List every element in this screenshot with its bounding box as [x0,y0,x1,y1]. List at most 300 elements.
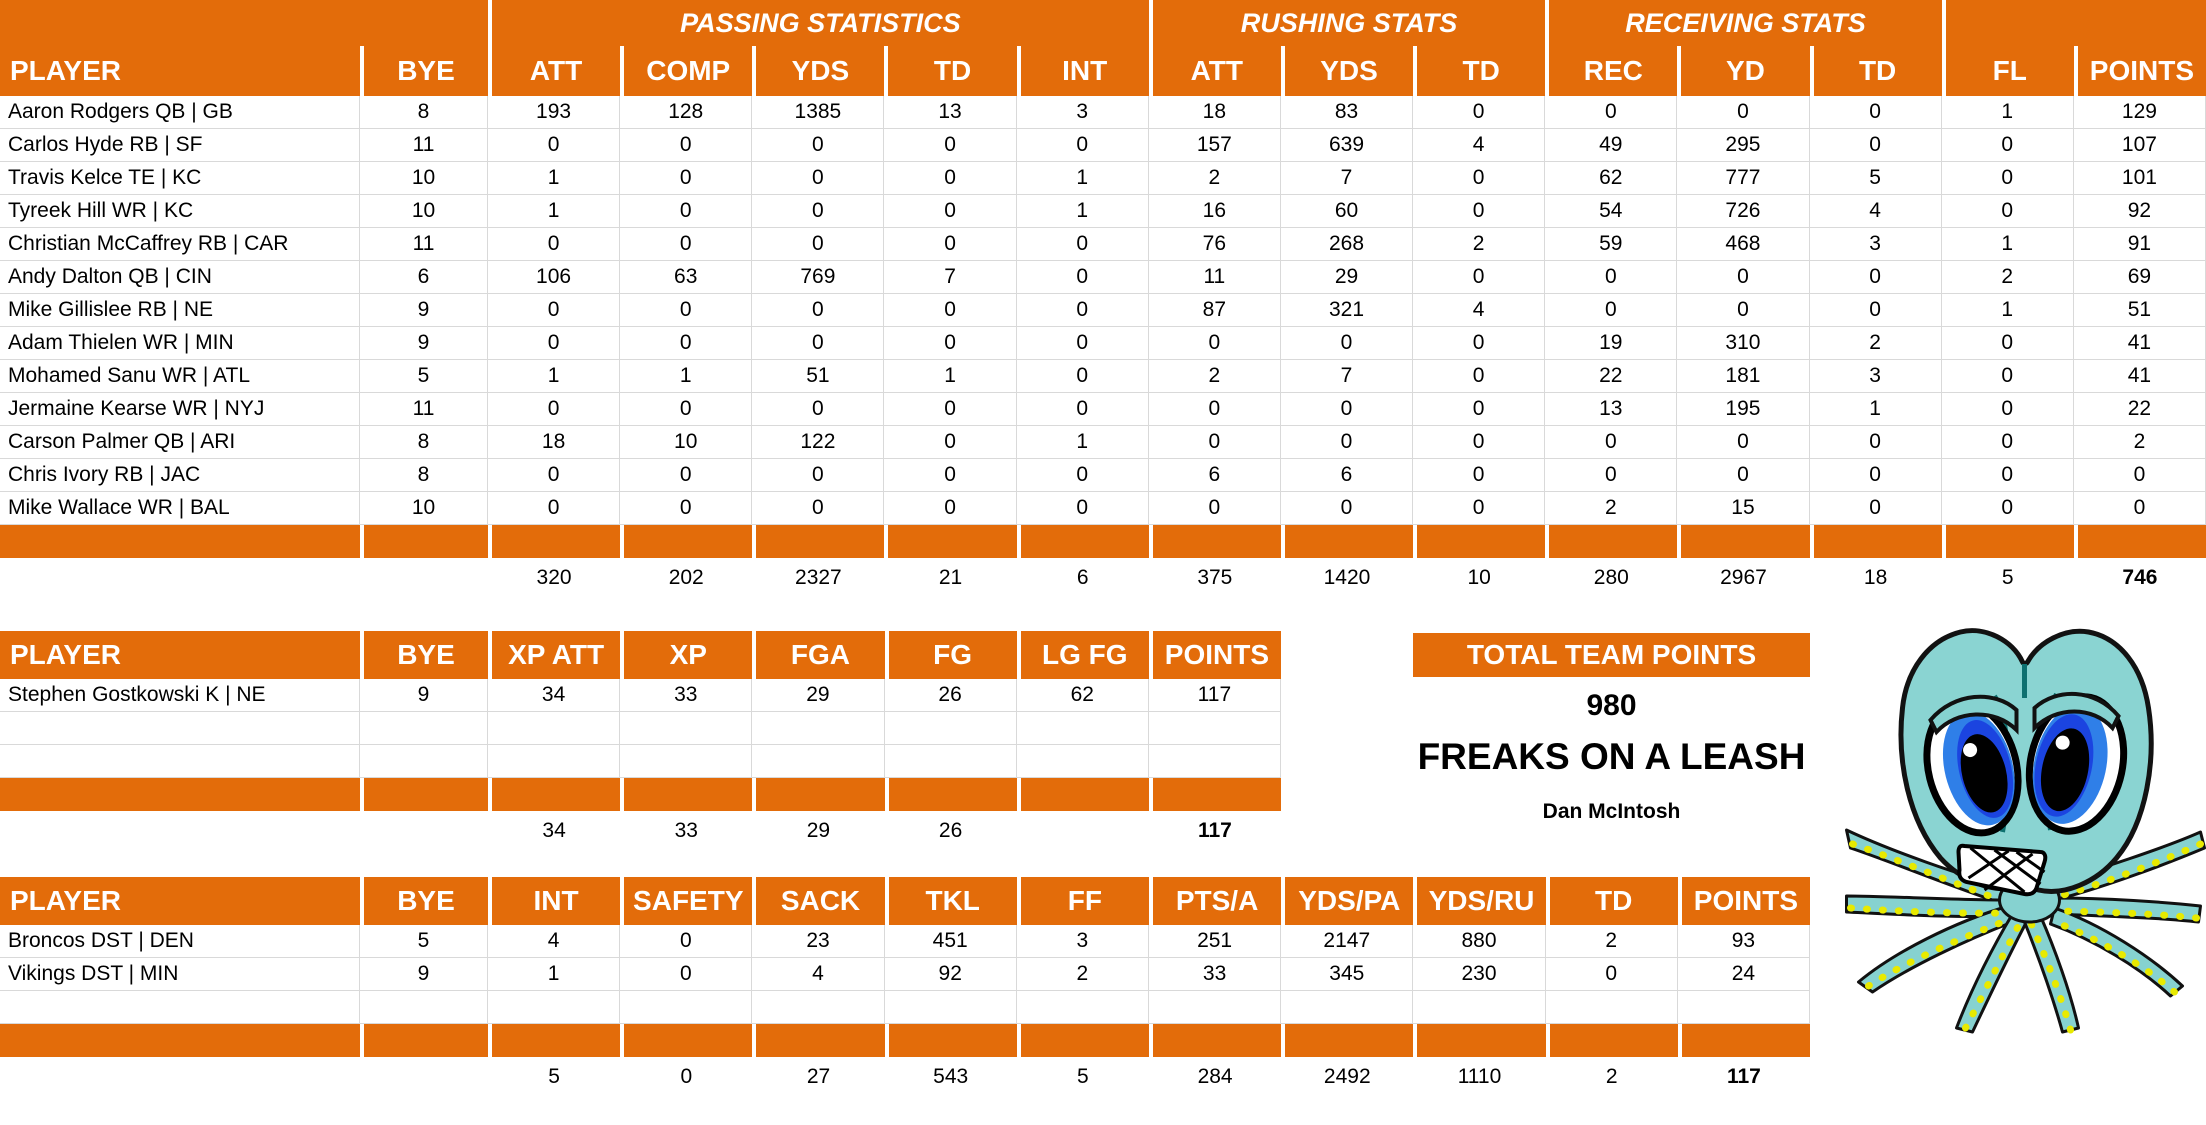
totals-cell: 1110 [1457,1065,1502,1088]
totals-cell: 5 [1077,1065,1089,1088]
table-cell: 0 [1149,426,1281,459]
table-cell: 0 [1017,228,1149,261]
table-cell: 0 [1017,327,1149,360]
table-row [0,228,2206,261]
table-cell: 0 [752,327,884,360]
table-row [0,393,2206,426]
table-cell: 0 [884,195,1016,228]
table-row [0,459,2206,492]
table-cell: 726 [1677,195,1809,228]
table-row [0,360,2206,393]
filler-cell [1149,778,1281,811]
totals-cell [360,811,488,849]
table-cell: 19 [1545,327,1677,360]
table-cell: 0 [1413,492,1545,525]
column-header-cell: LG FG [1017,631,1149,679]
table-row [0,294,2206,327]
filler-cell [752,1024,884,1057]
table-cell: Tyreek Hill WR | KC [0,195,360,228]
table-cell [1149,745,1281,778]
column-header-cell: BYE [360,631,488,679]
totals-row [0,1057,1810,1095]
table-cell: 1 [1017,426,1149,459]
table-cell: 295 [1677,129,1809,162]
table-cell: 0 [752,294,884,327]
table-cell: 0 [1942,393,2074,426]
table-cell [620,712,752,745]
table-cell: 0 [884,393,1016,426]
column-header-cell: POINTS [1678,877,1810,925]
table-cell: 0 [1810,426,1942,459]
table-cell [1017,991,1149,1024]
table-cell: 9 [360,294,488,327]
table-cell: 3 [1810,228,1942,261]
table-cell [0,712,360,745]
filler-cell [1149,525,1281,558]
table-cell: 1 [1942,294,2074,327]
totals-cell: 375 [1197,566,1233,589]
table-cell: 8 [360,426,488,459]
totals-cell: 746 [2122,566,2158,589]
filler-cell [884,525,1016,558]
filler-cell [1413,525,1545,558]
totals-cell: 1420 [1323,566,1371,589]
table-cell: 0 [1810,96,1942,129]
table-cell: 24 [1678,958,1810,991]
table-cell: 268 [1281,228,1413,261]
column-header-cell: FF [1017,877,1149,925]
table-cell: 0 [1942,327,2074,360]
table-cell: 0 [884,492,1016,525]
table-cell: Travis Kelce TE | KC [0,162,360,195]
table-cell: Adam Thielen WR | MIN [0,327,360,360]
table-cell: 2147 [1281,925,1413,958]
table-cell: 0 [1281,393,1413,426]
filler-row [0,778,1281,811]
table-cell: 93 [1678,925,1810,958]
column-header-cell: ATT [1149,46,1281,96]
column-header-cell: TD [1810,46,1942,96]
table-cell: 11 [360,393,488,426]
totals-cell: 117 [1726,1065,1761,1088]
table-cell: 0 [488,327,620,360]
filler-cell [2074,525,2206,558]
table-cell: 76 [1149,228,1281,261]
table-cell [885,712,1017,745]
table-cell: 2 [1413,228,1545,261]
table-cell: 0 [1942,492,2074,525]
column-header-cell: TD [1413,46,1545,96]
table-cell [488,991,620,1024]
table-cell: 51 [2074,294,2206,327]
table-cell: 0 [620,129,752,162]
table-cell: 0 [1545,294,1677,327]
table-cell: 15 [1677,492,1809,525]
table-cell: 0 [1413,327,1545,360]
table-cell: Chris Ivory RB | JAC [0,459,360,492]
table-cell: 0 [752,162,884,195]
table-cell: 4 [1413,129,1545,162]
group-header-cell [0,0,488,46]
table-cell: 10 [360,162,488,195]
table-cell: 0 [884,426,1016,459]
totals-cell: 284 [1197,1065,1233,1088]
table-cell: 5 [360,925,488,958]
table-cell: 0 [620,925,752,958]
table-cell: 92 [885,958,1017,991]
table-cell: 122 [752,426,884,459]
column-header-cell: YDS [752,46,884,96]
filler-cell [752,525,884,558]
table-row [0,745,1281,778]
table-cell: 0 [1942,426,2074,459]
filler-cell [1017,778,1149,811]
table-cell: 29 [752,679,884,712]
table-cell: 0 [1677,426,1809,459]
filler-cell [885,778,1017,811]
table-row [0,129,2206,162]
totals-cell: 10 [1467,566,1491,589]
table-cell: 5 [1810,162,1942,195]
table-cell [1149,991,1281,1024]
totals-cell: 0 [680,1065,693,1088]
table-cell: 0 [1281,327,1413,360]
table-cell: 0 [1413,459,1545,492]
table-cell: 33 [1149,958,1281,991]
column-header-cell: BYE [360,877,488,925]
filler-cell [360,1024,488,1057]
filler-cell [1677,525,1809,558]
column-header-row [0,46,2206,96]
table-cell: 0 [1942,459,2074,492]
column-header-cell: BYE [360,46,488,96]
totals-cell: 202 [668,566,704,589]
table-cell: 10 [360,195,488,228]
table-cell: 880 [1413,925,1545,958]
column-header-cell: PLAYER [0,877,360,925]
table-cell: 451 [885,925,1017,958]
table-cell: 22 [1545,360,1677,393]
table-cell [1017,745,1149,778]
table-cell: 87 [1149,294,1281,327]
table-cell: 195 [1677,393,1809,426]
table-cell: 1 [1017,195,1149,228]
table-cell: 16 [1149,195,1281,228]
table-cell: 54 [1545,195,1677,228]
table-cell [488,745,620,778]
table-cell: 769 [752,261,884,294]
table-cell [1281,991,1413,1024]
totals-cell: 280 [1593,566,1629,589]
filler-cell [1149,1024,1281,1057]
table-cell: 69 [2074,261,2206,294]
table-cell: 0 [1942,129,2074,162]
table-cell: 34 [488,679,620,712]
octopus-mascot-image [1843,600,2206,1040]
table-cell [885,991,1017,1024]
table-cell [360,712,488,745]
group-header-cell: RECEIVING STATS [1545,0,1941,46]
table-cell: 0 [1017,360,1149,393]
table-cell: 91 [2074,228,2206,261]
table-cell: 0 [1942,360,2074,393]
table-cell: 0 [1017,129,1149,162]
filler-cell [360,778,488,811]
table-cell: 7 [1281,360,1413,393]
totals-cell: 21 [938,566,963,589]
filler-cell [1810,525,1942,558]
table-cell: 1 [488,958,620,991]
totals-cell: 5 [548,1065,560,1088]
table-cell [752,745,884,778]
column-header-cell: YD [1677,46,1809,96]
table-cell: 0 [1545,261,1677,294]
table-cell: 1 [488,162,620,195]
table-cell: Broncos DST | DEN [0,925,360,958]
table-cell: 92 [2074,195,2206,228]
table-cell: 0 [1413,261,1545,294]
column-header-cell: YDS/RU [1413,877,1545,925]
table-cell: 0 [884,294,1016,327]
table-cell: 63 [620,261,752,294]
totals-cell [0,1057,360,1095]
table-cell: 0 [488,459,620,492]
table-cell: 107 [2074,129,2206,162]
column-header-cell: REC [1545,46,1677,96]
table-cell: 0 [620,459,752,492]
table-cell: 0 [1017,459,1149,492]
table-row [0,679,1281,712]
table-cell: 51 [752,360,884,393]
column-header-cell: TD [884,46,1016,96]
table-cell: 0 [2074,459,2206,492]
table-cell: 8 [360,96,488,129]
table-row [0,426,2206,459]
table-cell [885,745,1017,778]
table-cell: 0 [1281,426,1413,459]
table-cell: 106 [488,261,620,294]
table-cell: 0 [1017,294,1149,327]
table-cell: 128 [620,96,752,129]
column-header-cell: XP [620,631,752,679]
table-cell: 1 [488,360,620,393]
totals-cell: 26 [938,819,963,842]
column-header-row [0,631,1281,679]
table-cell: 6 [360,261,488,294]
table-cell: 0 [1546,958,1678,991]
table-cell: 0 [752,228,884,261]
table-cell [620,991,752,1024]
table-cell: 0 [752,492,884,525]
table-cell: 0 [752,459,884,492]
table-cell: 0 [884,162,1016,195]
totals-cell [0,811,360,849]
total-team-points-header: TOTAL TEAM POINTS [1413,633,1810,677]
team-summary [1413,633,1810,824]
table-cell: 60 [1281,195,1413,228]
table-cell: 1 [1810,393,1942,426]
column-header-cell: TKL [885,877,1017,925]
table-row [0,327,2206,360]
table-cell: 777 [1677,162,1809,195]
table-cell: 13 [1545,393,1677,426]
filler-row [0,525,2206,558]
table-cell: 4 [1413,294,1545,327]
table-cell: 2 [2074,426,2206,459]
table-cell: 23 [752,925,884,958]
table-cell: 4 [1810,195,1942,228]
filler-cell [1281,1024,1413,1057]
filler-cell [1017,1024,1149,1057]
table-cell: 6 [1149,459,1281,492]
table-row [0,991,1810,1024]
table-cell: 0 [1413,393,1545,426]
kicker-stats-table [0,631,1281,849]
table-cell: 0 [1545,459,1677,492]
table-row [0,958,1810,991]
totals-cell: 5 [2001,566,2014,589]
table-cell: 129 [2074,96,2206,129]
table-cell [488,712,620,745]
table-cell: 0 [752,129,884,162]
column-header-cell: FL [1942,46,2074,96]
totals-cell: 2967 [1720,566,1767,589]
table-cell: 2 [1017,958,1149,991]
table-cell: 0 [884,327,1016,360]
table-cell: Christian McCaffrey RB | CAR [0,228,360,261]
table-cell: 1 [1942,96,2074,129]
group-header-cell: RUSHING STATS [1149,0,1545,46]
table-cell: 18 [1149,96,1281,129]
table-cell: Mohamed Sanu WR | ATL [0,360,360,393]
table-cell: 2 [1942,261,2074,294]
table-cell: 117 [1149,679,1281,712]
table-cell: 1 [620,360,752,393]
table-cell: 0 [1017,393,1149,426]
table-cell: 13 [884,96,1016,129]
table-cell: 0 [884,228,1016,261]
table-cell: 101 [2074,162,2206,195]
filler-cell [620,1024,752,1057]
table-cell: 0 [1017,492,1149,525]
table-cell: 0 [1810,129,1942,162]
table-cell: 0 [488,492,620,525]
table-cell: 11 [360,228,488,261]
filler-cell [488,1024,620,1057]
table-cell: 2 [1545,492,1677,525]
table-cell: 0 [620,294,752,327]
filler-cell [752,778,884,811]
table-cell: 33 [620,679,752,712]
table-cell: 0 [620,958,752,991]
table-cell: 49 [1545,129,1677,162]
table-cell [360,745,488,778]
table-cell: 0 [1545,96,1677,129]
table-cell: 9 [360,679,488,712]
table-cell: 321 [1281,294,1413,327]
defense-stats-table [0,877,1810,1095]
column-header-cell: INT [1017,46,1149,96]
totals-cell [0,558,360,596]
table-cell: 0 [884,129,1016,162]
filler-cell [0,1024,360,1057]
table-cell: 2 [1149,360,1281,393]
table-cell: 0 [620,327,752,360]
table-cell: 0 [620,195,752,228]
table-cell: 1 [1942,228,2074,261]
table-row [0,925,1810,958]
filler-cell [0,525,360,558]
column-header-cell: PTS/A [1149,877,1281,925]
table-cell: 157 [1149,129,1281,162]
group-header-cell [1942,0,2206,46]
column-header-cell: INT [488,877,620,925]
table-cell [360,991,488,1024]
table-row [0,96,2206,129]
table-cell: Vikings DST | MIN [0,958,360,991]
table-cell: Carlos Hyde RB | SF [0,129,360,162]
table-cell [1678,991,1810,1024]
column-header-row [0,877,1810,925]
table-cell: Mike Gillislee RB | NE [0,294,360,327]
totals-row [0,558,2206,596]
table-cell: 0 [752,195,884,228]
totals-row [0,811,1281,849]
table-cell: 4 [488,925,620,958]
totals-cell: 117 [1197,819,1232,842]
column-header-cell: SACK [752,877,884,925]
table-cell: 193 [488,96,620,129]
table-cell: 8 [360,459,488,492]
table-cell: 4 [752,958,884,991]
filler-cell [1413,1024,1545,1057]
table-cell: Carson Palmer QB | ARI [0,426,360,459]
column-header-cell: COMP [620,46,752,96]
filler-cell [1546,1024,1678,1057]
table-cell: 0 [488,294,620,327]
filler-cell [488,778,620,811]
totals-cell: 18 [1863,566,1888,589]
table-cell: 0 [488,228,620,261]
table-cell: 6 [1281,459,1413,492]
column-header-cell: ATT [488,46,620,96]
table-cell [0,991,360,1024]
table-cell: Andy Dalton QB | CIN [0,261,360,294]
table-cell: 62 [1017,679,1149,712]
table-cell: 83 [1281,96,1413,129]
table-cell: 0 [884,459,1016,492]
table-cell: 0 [1017,261,1149,294]
table-cell: 0 [1942,195,2074,228]
table-cell: 29 [1281,261,1413,294]
column-header-cell: POINTS [1149,631,1281,679]
totals-cell: 320 [536,566,572,589]
filler-cell [1281,525,1413,558]
team-name: FREAKS ON A LEASH [1417,736,1806,777]
table-cell: 230 [1413,958,1545,991]
table-cell [1149,712,1281,745]
table-cell: 0 [1810,294,1942,327]
table-cell: 0 [1942,162,2074,195]
filler-cell [0,778,360,811]
table-cell: 0 [1149,393,1281,426]
table-cell: 1 [884,360,1016,393]
table-cell: Stephen Gostkowski K | NE [0,679,360,712]
table-cell: 0 [620,162,752,195]
filler-cell [620,778,752,811]
table-cell: Jermaine Kearse WR | NYJ [0,393,360,426]
filler-cell [1545,525,1677,558]
